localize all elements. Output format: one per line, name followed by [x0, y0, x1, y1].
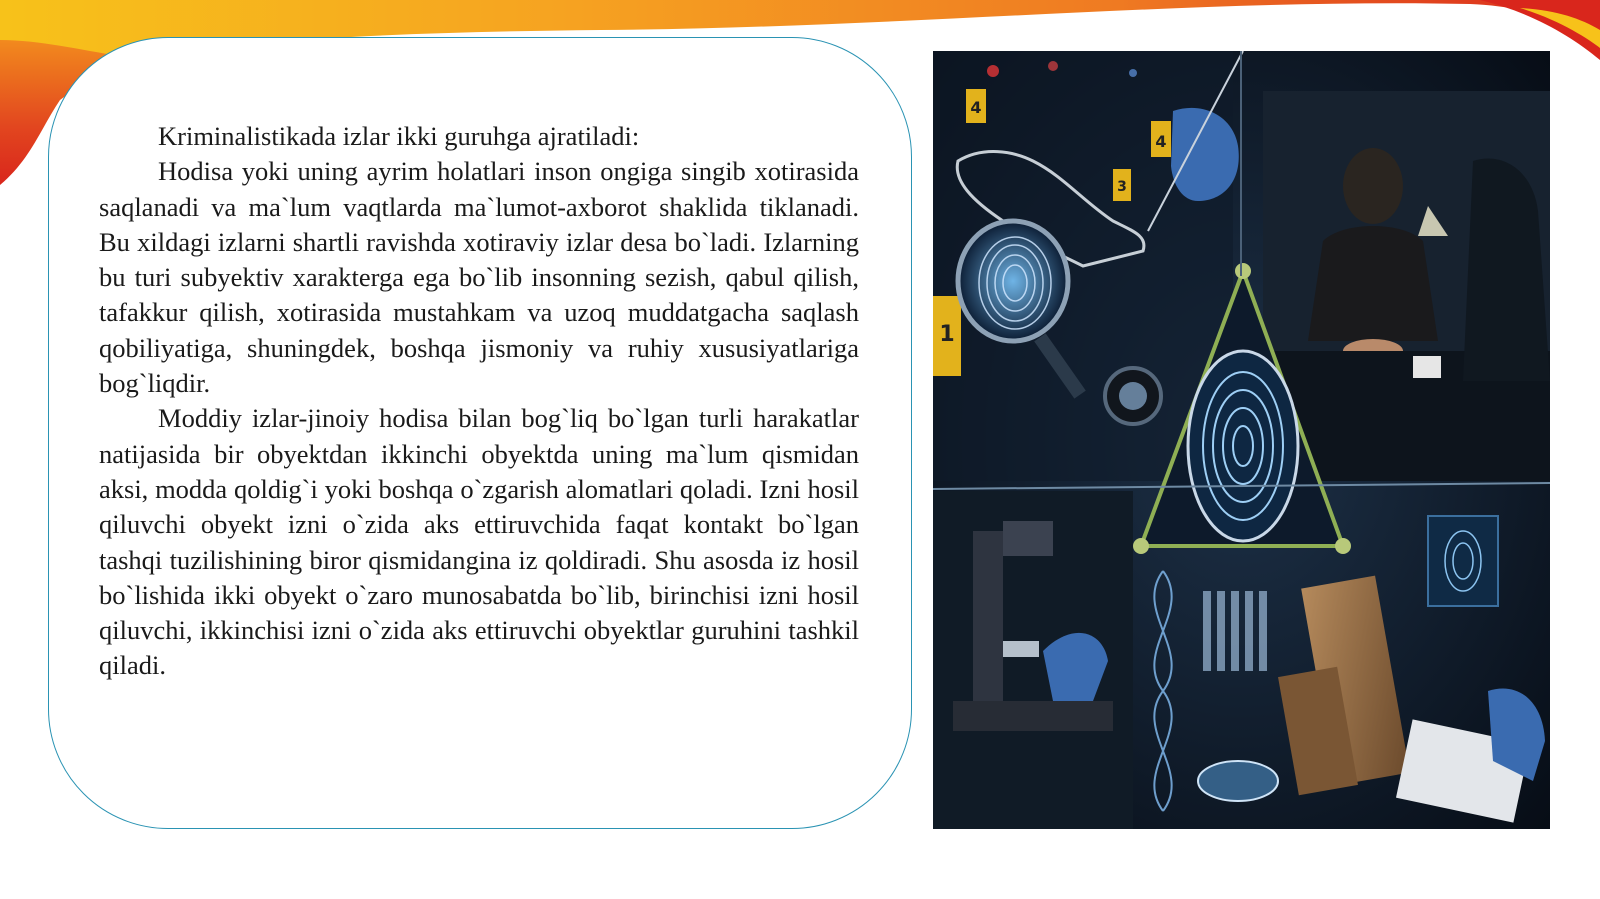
memory-traces-paragraph: Hodisa yoki uning ayrim holatlari inson ongiga singib xotirasida saqlanadi va ma`lum vaqtlarda ma`lumot-axborot shaklida tiklanadi. Bu xildagi izlarni shartli ravishda xotiraviy izlar desa bo`ladi. Izlarning bu turi subyektiv xarakterga ega bo`lib insonning sezish, qabul qilish, tafakkur qilish, xotirasida mustahkam va uzoq muddatgacha saqlash qobiliyatiga, shuningdek, boshqa jismoniy va ruhiy xususiyatlariga bog`liqdir.	[99, 156, 859, 399]
body-text	[99, 119, 859, 684]
svg-text:4: 4	[1155, 132, 1167, 151]
evidence-marker-icon	[1151, 121, 1171, 157]
evidence-marker-icon	[933, 296, 961, 376]
forensics-collage-image	[933, 51, 1550, 829]
svg-text:4: 4	[970, 98, 982, 117]
svg-text:3: 3	[1117, 179, 1127, 195]
material-traces-paragraph: Moddiy izlar-jinoiy hodisa bilan bog`liq bo`lgan turli harakatlar natijasida bir obyektdan ikkinchi obyektda uning ma`lum qismidan aksi, modda qoldig`i yoki boshqa o`zgarish alomatlari qoladi. Izni hosil qiluvchi obyekt izni o`zida aks ettiruvchida faqat kontakt bo`lgan tashqi tuzilishining biror qismidangina iz qoldiradi. Shu asosda iz hosil bo`lishida ikki obyekt o`zaro munosabatda bo`lib, birinchisi izni hosil qiluvchi, ikkinchisi izni o`zida aks ettiruvchi obyektlar guruhini tashkil qiladi.	[99, 403, 859, 681]
svg-text:1: 1	[939, 322, 955, 347]
fingerprint-icon	[1188, 351, 1298, 541]
intro-paragraph: Kriminalistikada izlar ikki guruhga ajratiladi:	[158, 121, 640, 151]
evidence-marker-icon	[966, 89, 986, 123]
evidence-marker-icon	[1113, 169, 1131, 201]
